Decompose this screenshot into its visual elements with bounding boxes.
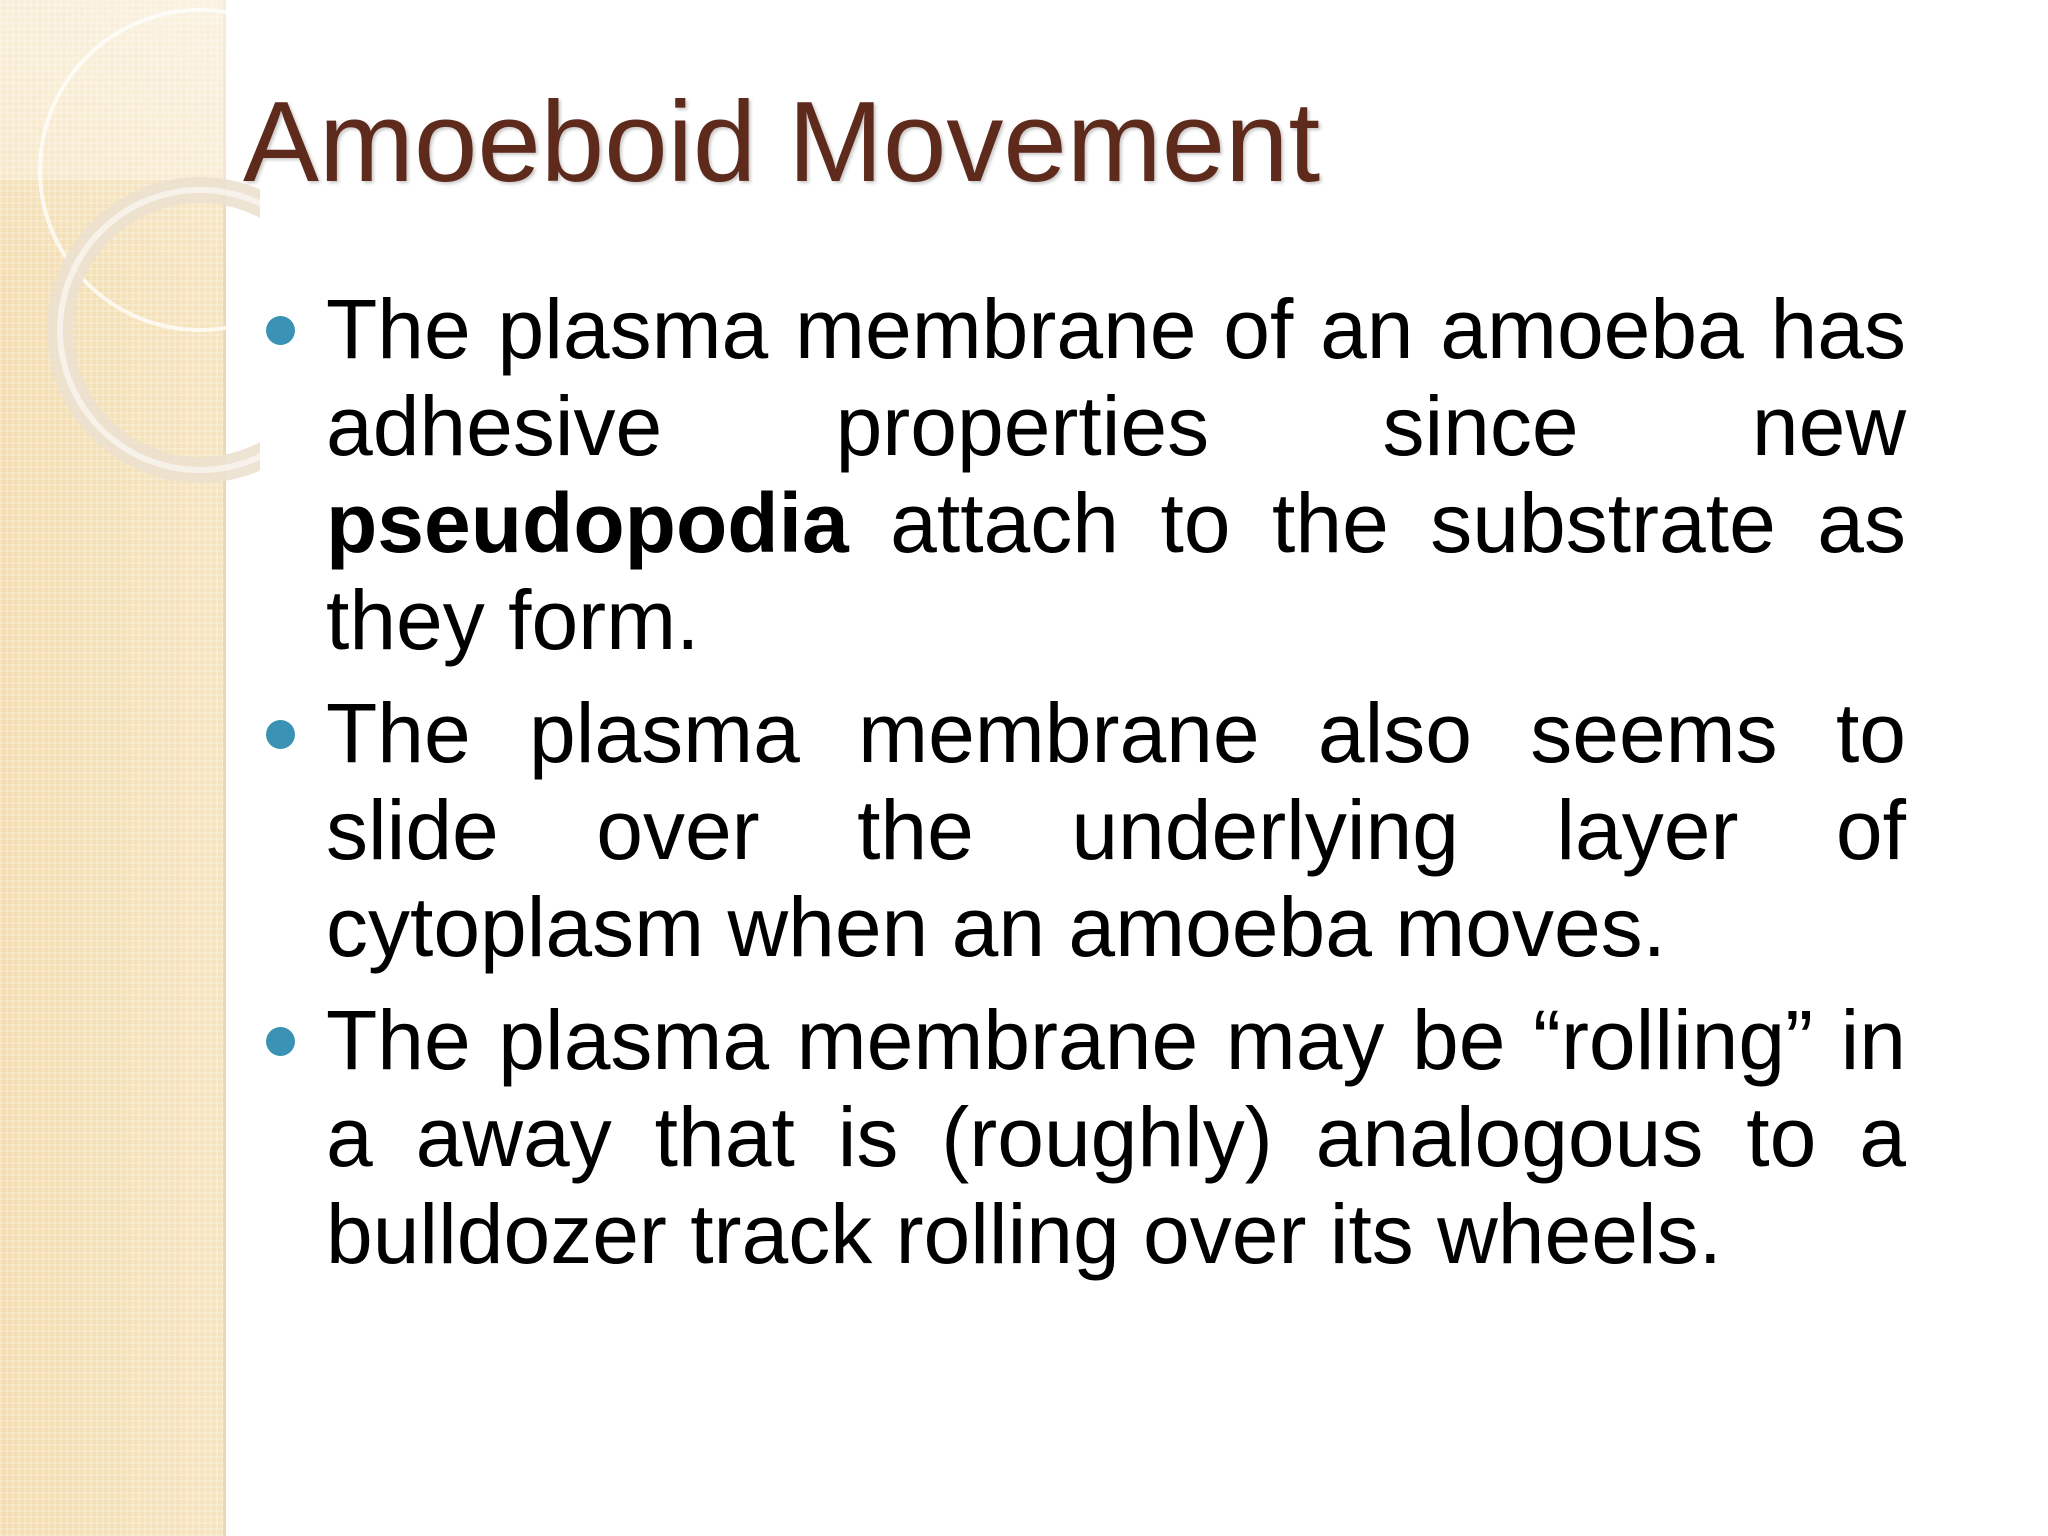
decorative-rings-icon — [0, 0, 260, 520]
bullet-item-1 — [266, 281, 1906, 669]
bullet-text-continued: attach to the substrate as they form. — [326, 476, 1906, 667]
bold-term-pseudopodia: pseudopodia — [326, 476, 849, 570]
bullet-dot-icon — [266, 720, 295, 749]
slide-title: Amoeboid Movement — [243, 79, 1321, 206]
bullet-item-2 — [266, 685, 1906, 976]
bullet-list — [266, 281, 1906, 1299]
bullet-dot-icon — [266, 1027, 295, 1056]
bullet-dot-icon — [266, 316, 295, 345]
bullet-item-3 — [266, 992, 1906, 1283]
bullet-text: The plasma membrane also seems to slide over the underlying layer of cytoplasm when an amoeba moves. — [326, 686, 1906, 974]
bullet-text: The plasma membrane may be “rolling” in a away that is (roughly) analogous to a bulldozer track rolling over its wheels. — [326, 993, 1906, 1281]
bullet-text: The plasma membrane of an amoeba has adhesive properties since new — [326, 282, 1906, 473]
